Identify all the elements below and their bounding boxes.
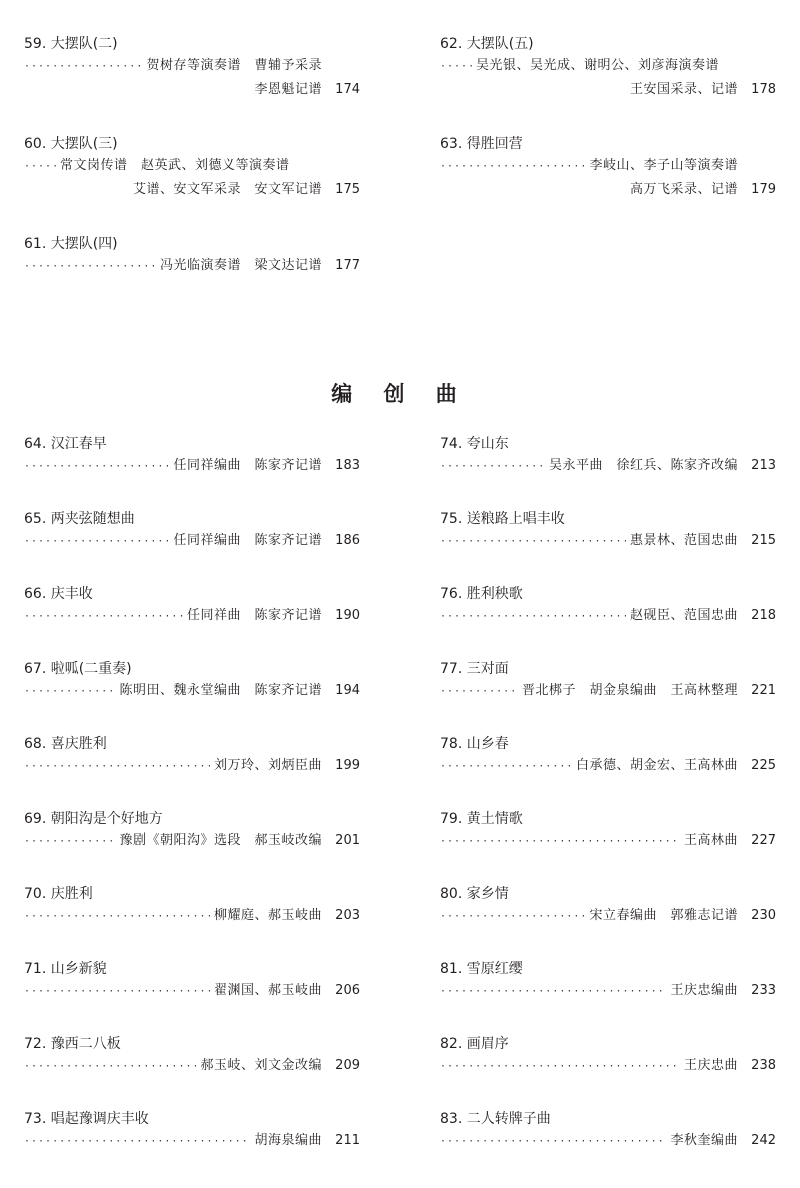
dot-leader: [24, 455, 169, 479]
dot-leader: [440, 980, 666, 1004]
entry-credit: 王高林曲: [683, 833, 738, 848]
entry-title: 60. 大摆队(三): [24, 136, 118, 152]
page-number: 225: [751, 758, 776, 773]
page-number: 215: [751, 533, 776, 548]
toc-entry-83[interactable]: [440, 1109, 776, 1153]
entry-credit: 柳耀庭、郝玉岐曲: [213, 908, 322, 923]
entry-credit: 胡海泉编曲: [254, 1133, 322, 1148]
toc-entry-79[interactable]: [440, 809, 776, 853]
toc-entry-69[interactable]: [24, 809, 360, 853]
entry-title: 66. 庆丰收: [24, 586, 93, 602]
entry-title: 75. 送粮路上唱丰收: [440, 511, 565, 527]
toc-entry-68[interactable]: [24, 734, 360, 778]
toc-entry-73[interactable]: [24, 1109, 360, 1153]
toc-entry-72[interactable]: [24, 1034, 360, 1078]
dot-leader: [440, 455, 545, 479]
entry-title: 73. 唱起豫调庆丰收: [24, 1111, 149, 1127]
entry-credit-cont: 高万飞采录、记谱: [629, 182, 738, 197]
page-number: 227: [751, 833, 776, 848]
page-number: 174: [335, 82, 360, 97]
entry-title: 83. 二人转牌子曲: [440, 1111, 551, 1127]
entry-title: 82. 画眉序: [440, 1036, 509, 1052]
dot-leader: [24, 680, 115, 704]
page-number: 190: [335, 608, 360, 623]
entry-title: 69. 朝阳沟是个好地方: [24, 811, 163, 827]
entry-credit: 豫剧《朝阳沟》选段 郝玉岐改编: [119, 833, 322, 848]
page-number: 206: [335, 983, 360, 998]
page-number: 199: [335, 758, 360, 773]
toc-entry-80[interactable]: [440, 884, 776, 928]
toc-entry-66[interactable]: [24, 584, 360, 628]
toc-entry-61[interactable]: [24, 234, 360, 278]
entry-title: 78. 山乡春: [440, 736, 509, 752]
entry-title: 59. 大摆队(二): [24, 36, 118, 52]
page-number: 242: [751, 1133, 776, 1148]
entry-credit: 任同祥编曲 陈家齐记谱: [173, 533, 322, 548]
page-number: 178: [751, 82, 776, 97]
page-number: 209: [335, 1058, 360, 1073]
entry-credit: 刘万玲、刘炳臣曲: [213, 758, 322, 773]
page-number: 194: [335, 683, 360, 698]
entry-credit-cont: 王安国采录、记谱: [629, 82, 738, 97]
dot-leader: [24, 980, 210, 1004]
toc-entry-76[interactable]: [440, 584, 776, 628]
toc-entry-71[interactable]: [24, 959, 360, 1003]
page-number: 218: [751, 608, 776, 623]
page-number: 177: [335, 258, 360, 273]
entry-credit: 惠景林、范国忠曲: [629, 533, 738, 548]
entry-title: 67. 啦呱(二重奏): [24, 661, 132, 677]
entry-title: 68. 喜庆胜利: [24, 736, 107, 752]
toc-entry-60[interactable]: [24, 134, 360, 202]
dot-leader: [24, 605, 183, 629]
entry-credit: 赵砚臣、范国忠曲: [629, 608, 738, 623]
entry-title: 64. 汉江春早: [24, 436, 107, 452]
entry-title: 80. 家乡情: [440, 886, 509, 902]
entry-title: 77. 三对面: [440, 661, 509, 677]
entry-title: 70. 庆胜利: [24, 886, 93, 902]
toc-entry-75[interactable]: [440, 509, 776, 553]
dot-leader: [24, 55, 142, 79]
entry-title: 76. 胜利秧歌: [440, 586, 523, 602]
dot-leader: [440, 155, 585, 179]
entry-title: 63. 得胜回营: [440, 136, 523, 152]
entry-credit: 王庆忠编曲: [670, 983, 738, 998]
dot-leader: [24, 905, 210, 929]
entry-title: 62. 大摆队(五): [440, 36, 534, 52]
page-number: 186: [335, 533, 360, 548]
entry-credit: 王庆忠曲: [683, 1058, 738, 1073]
dot-leader: [440, 605, 626, 629]
entry-title: 71. 山乡新貌: [24, 961, 107, 977]
page-number: 175: [335, 182, 360, 197]
entry-title: 72. 豫西二八板: [24, 1036, 121, 1052]
dot-leader: [440, 1055, 680, 1079]
dot-leader: [24, 155, 56, 179]
toc-entry-64[interactable]: [24, 434, 360, 478]
toc-entry-70[interactable]: [24, 884, 360, 928]
dot-leader: [24, 530, 169, 554]
dot-leader: [24, 255, 156, 279]
dot-leader: [440, 1130, 666, 1154]
toc-entry-65[interactable]: [24, 509, 360, 553]
entry-title: 65. 两夹弦随想曲: [24, 511, 135, 527]
entry-credit: 翟渊国、郝玉岐曲: [213, 983, 322, 998]
dot-leader: [440, 830, 680, 854]
dot-leader: [24, 1130, 250, 1154]
entry-credit: 陈明田、魏永堂编曲 陈家齐记谱: [119, 683, 322, 698]
toc-entry-77[interactable]: [440, 659, 776, 703]
toc-entry-81[interactable]: [440, 959, 776, 1003]
entry-credit: 吴永平曲 徐红兵、陈家齐改编: [548, 458, 738, 473]
entry-credit: 冯光临演奏谱 梁文达记谱: [159, 258, 322, 273]
page-number: 213: [751, 458, 776, 473]
page-number: 201: [335, 833, 360, 848]
dot-leader: [24, 830, 115, 854]
page-number: 221: [751, 683, 776, 698]
entry-credit: 郝玉岐、刘文金改编: [200, 1058, 322, 1073]
entry-credit: 贺树存等演奏谱 曹辅予采录: [146, 58, 322, 73]
entry-title: 74. 夸山东: [440, 436, 509, 452]
toc-entry-63[interactable]: [440, 134, 776, 202]
entry-credit: 李岐山、李子山等演奏谱: [589, 158, 738, 173]
toc-entry-82[interactable]: [440, 1034, 776, 1078]
dot-leader: [24, 1055, 196, 1079]
entry-title: 81. 雪原红缨: [440, 961, 523, 977]
dot-leader: [440, 755, 572, 779]
dot-leader: [440, 680, 518, 704]
section-title: 编 创 曲: [331, 382, 469, 406]
entry-credit: 李秋奎编曲: [670, 1133, 738, 1148]
toc-entry-67[interactable]: [24, 659, 360, 703]
page-number: 233: [751, 983, 776, 998]
toc-entry-59[interactable]: [24, 34, 360, 102]
page-number: 203: [335, 908, 360, 923]
entry-credit-cont: 艾谱、安文军采录 安文军记谱: [132, 182, 322, 197]
page-number: 230: [751, 908, 776, 923]
dot-leader: [440, 55, 472, 79]
entry-credit: 宋立春编曲 郭雅志记谱: [589, 908, 738, 923]
entry-credit: 白承德、胡金宏、王高林曲: [575, 758, 738, 773]
entry-title: 61. 大摆队(四): [24, 236, 118, 252]
entry-credit: 任同祥曲 陈家齐记谱: [186, 608, 322, 623]
dot-leader: [24, 755, 210, 779]
entry-credit: 吴光银、吴光成、谢明公、刘彦海演奏谱: [476, 58, 720, 73]
entry-credit-cont: 李恩魁记谱: [254, 82, 322, 97]
page-number: 183: [335, 458, 360, 473]
entry-title: 79. 黄土情歌: [440, 811, 523, 827]
entry-credit: 任同祥编曲 陈家齐记谱: [173, 458, 322, 473]
toc-entry-78[interactable]: [440, 734, 776, 778]
toc-entry-62[interactable]: [440, 34, 776, 102]
page-number: 238: [751, 1058, 776, 1073]
page-number: 211: [335, 1133, 360, 1148]
page-number: 179: [751, 182, 776, 197]
toc-entry-74[interactable]: [440, 434, 776, 478]
dot-leader: [440, 530, 626, 554]
entry-credit: 晋北梆子 胡金泉编曲 王高林整理: [521, 683, 738, 698]
dot-leader: [440, 905, 585, 929]
entry-credit: 常文岗传谱 赵英武、刘德义等演奏谱: [60, 158, 290, 173]
